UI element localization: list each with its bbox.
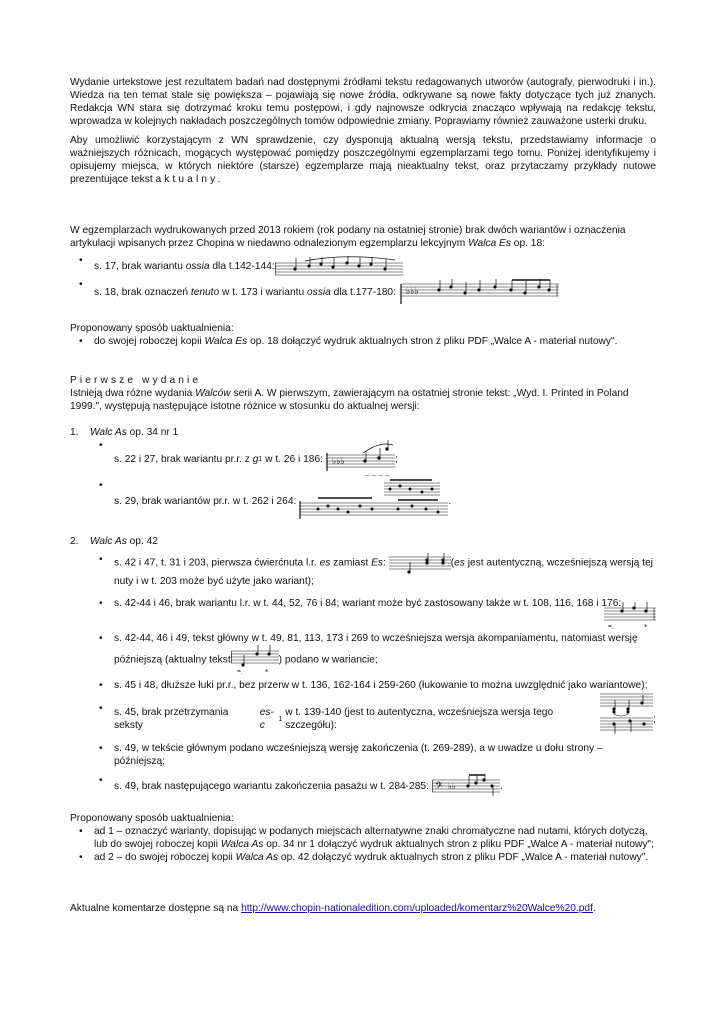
section1-proposal-list (70, 335, 656, 348)
list-item: • s. 17, brak wariantu ossia dla t.142-144: (70, 254, 656, 278)
list-item: • s. 49, w tekście głównym podano wcześniejszą wersję zakończenia (t. 269-289), a w uwadze u dołu strony – późniejszą; (90, 742, 656, 768)
section2-intro: Istnieją dwa różne wydania Walców serii A. W pierwszym, zawierającym na ostatniej stronie tekst: „Wyd. I. Printed in Poland 1999.", występują następujące istotne różnice w stosunku do aktualnej wersji: (70, 388, 629, 412)
svg-text:♭♭♭: ♭♭♭ (405, 287, 419, 297)
list-item: • s. 45 i 48, dłuższe łuki pr.r., bez przerw w t. 136, 162-164 i 259-260 (łukowanie to można uwzględnić jako wariantowe); (90, 679, 656, 692)
music-example-g1-variant (325, 439, 395, 479)
commentary-link[interactable]: http://www.chopin-nationaledition.com/uploaded/komentarz%20Walce%20.pdf (241, 903, 593, 914)
music-example-lh-variant (604, 602, 656, 630)
music-example-passage-284-285 (432, 774, 500, 798)
list-item: • s. 42-44, 46 i 49, tekst główny w t. 49, 81, 113, 173 i 269 to wcześniejsza wersja akompaniamentu, natomiast wersję późniejszą (aktualny tekst 𝆮. * ) podano w wariancie; (90, 632, 656, 675)
document-page (70, 76, 656, 915)
list-item: • s. 42-44 i 46, brak wariantu l.r. w t. 44, 52, 76 i 84; wariant może być zastosowany także w t. 108, 116, 168 i 176: 𝆮. * (90, 597, 656, 630)
section2-heading: Pierwsze wydanie (70, 375, 202, 386)
list-item: • do swojej roboczej kopii Walca Es op. 18 dołączyć wydruk aktualnych stron z pliku PDF „Walce A - materiał nutowy". (70, 335, 656, 348)
section2-proposal-list (70, 825, 656, 864)
music-example-tenuto-ossia-173-180 (399, 278, 559, 306)
list-item: • s. 29, brak wariantów pr.r. w t. 262 i 264: . (90, 479, 656, 523)
music-example-current-text (231, 645, 279, 675)
intro-paragraph-1: Wydanie urtekstowe jest rezultatem badań nad dostępnymi źródłami tekstu redagowanych utworów (autografy, pierwodruki i in.). Wiedza na ten temat stale się powiększa – pojawiają się nowe źródła, odkrywane są nowe fakty dotyczące tych już znanych. Redakcja WN stara się dotrzymać kroku temu postępowi, i gdy najnowsze odkrycia znacząco wpływają na redakcję tekstu, wprowadza w kolejnych nakładach poszczególnych tomów odpowiednie zmiany. Poprawiamy również zauważone usterki druku. (70, 77, 656, 127)
list-item: • s. 49, brak następującego wariantu zakończenia pasażu w t. 284-285: 𝄢 ♭♭ . (90, 774, 656, 798)
section1-intro: W egzemplarzach wydrukowanych przed 2013 rokiem (rok podany na ostatniej stronie) brak dwóch wariantów i oznaczenia artykulacji wpisanych przez Chopina w niedawno odnalezionym egzemplarzu lekcyjnym Walca Es op. 18: (70, 225, 626, 249)
svg-text:𝆮.: 𝆮. (236, 669, 243, 675)
svg-text:𝄢: 𝄢 (434, 780, 443, 794)
list-item: • s. 45, brak przetrzymania seksty es-c 1 w t. 139-140 (jest to autentyczna, wcześniejsza wersja tego szczegółu): ; (90, 702, 656, 736)
numbered-item-2: 2. Walc As op. 42 (70, 536, 158, 547)
list-item: • ad 1 – oznaczyć warianty, dopisując w podanych miejscach alternatywne znaki chromatyczne nad nutami, których dotyczą, lub do swojej roboczej kopii Walca As op. 34 nr 1 dołączyć wydruk aktualnych stron z pliku PDF „Walce A - materiał nutowy"; (70, 825, 656, 851)
item2-list (90, 552, 656, 798)
list-item: • s. 42 i 47, t. 31 i 203, pierwsza ćwierćnuta l.r. es zamiast Es: (es jest autentyczną, wcześniejszą wersją tej nuty i w t. 203 może być użyte jako wariant); (90, 552, 656, 589)
footer-note: Aktualne komentarze dostępne są na http://www.chopin-nationaledition.com/uploaded/komentarz%20Walce%20.pdf. (70, 903, 596, 914)
svg-text:*: * (264, 668, 269, 675)
svg-text:♭♭: ♭♭ (447, 782, 456, 791)
section2-proposal-label: Proponowany sposób uaktualnienia: (70, 813, 234, 824)
intro-paragraph-2: Aby umożliwić korzystającym z WN sprawdzenie, czy dysponują aktualną wersją tekstu, przedstawiamy informacje o ważniejszych różnicach, mogących występować pomiędzy poszczególnymi egzemplarzami tego tomu. Poniżej identyfikujemy i opisujemy miejsca, w których niektóre (starsze) egzemplarze mają nieaktualny tekst, oraz przytaczamy przykłady nutowe prezentujące tekst aktualny. (70, 135, 656, 185)
svg-text:*: * (644, 623, 648, 630)
list-item: • ad 2 – do swojej roboczej kopii Walca As op. 42 dołączyć wydruk aktualnych stron z pliku PDF „Walce A - materiał nutowy". (70, 851, 656, 864)
svg-text:𝆮.: 𝆮. (608, 624, 614, 630)
section1-proposal-label: Proponowany sposób uaktualnienia: (70, 323, 234, 334)
numbered-item-1: 1. Walc As op. 34 nr 1 (70, 427, 179, 438)
item1-list (90, 439, 656, 523)
section1-list (70, 254, 656, 306)
music-example-sixth-suspension (600, 692, 653, 736)
list-item: • s. 18, brak oznaczeń tenuto w t. 173 i wariantu ossia dla t.177-180: ♭♭♭ (70, 278, 656, 306)
svg-text:♭♭♭: ♭♭♭ (331, 457, 345, 467)
music-example-ossia-142-144 (275, 255, 403, 277)
music-example-variants-262-264 (298, 479, 448, 523)
music-example-es-quarter (389, 552, 451, 574)
svg-text:— — — —: — — — — (364, 473, 390, 479)
list-item: • s. 22 i 27, brak wariantu pr.r. z g 1 w t. 26 i 186: ♭♭♭ — — — — ; (90, 439, 656, 479)
